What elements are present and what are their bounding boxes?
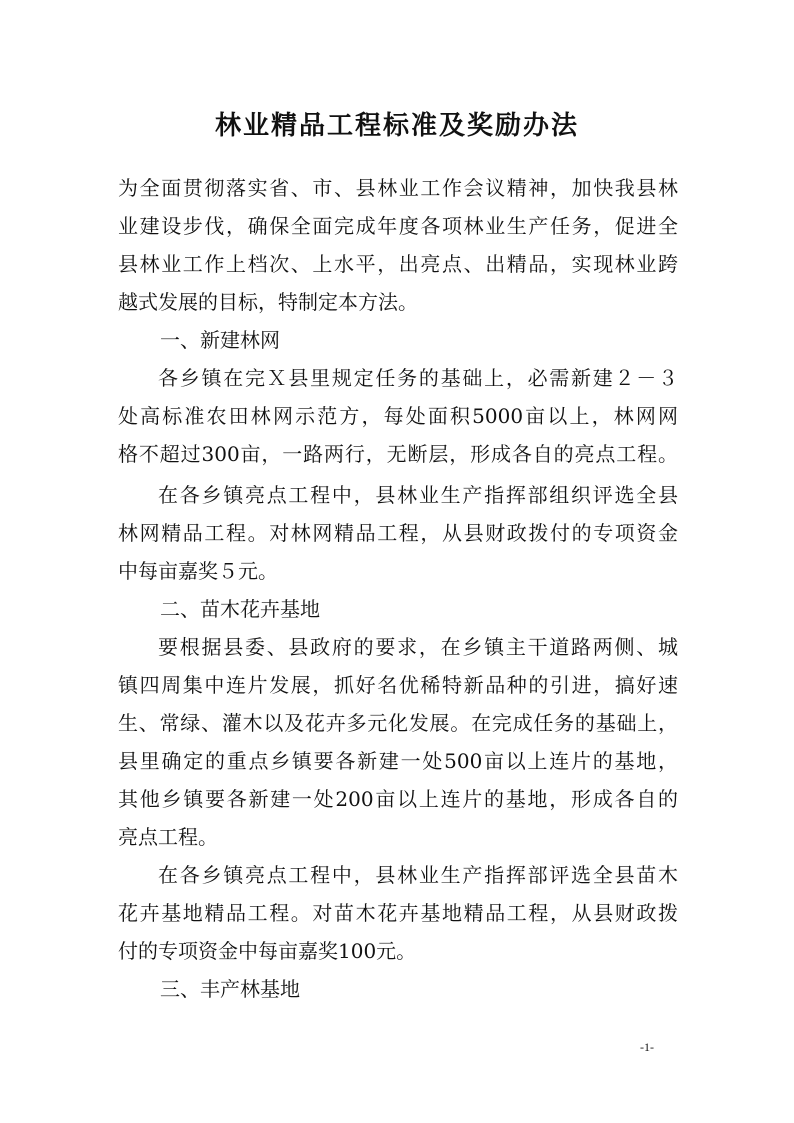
- document-title: 林业精品工程标准及奖励办法: [214, 111, 579, 141]
- paragraph-line: 县林业工作上档次、上水平，出亮点、出精品，实现林业跨: [118, 252, 678, 276]
- paragraph-line: 镇四周集中连片发展，抓好名优稀特新品种的引进，搞好速: [118, 673, 678, 697]
- page-number: -1-: [640, 1040, 654, 1054]
- paragraph-line: 要根据县委、县政府的要求，在乡镇主干道路两侧、城: [158, 635, 678, 659]
- paragraph-line: 林网精品工程。对林网精品工程，从县财政拨付的专项资金: [118, 521, 678, 545]
- paragraph-line: 县里确定的重点乡镇要各新建一处500亩以上连片的基地，: [118, 749, 678, 773]
- paragraph-line: 付的专项资金中每亩嘉奖100元。: [118, 939, 417, 963]
- paragraph-line: 在各乡镇亮点工程中，县林业生产指挥部评选全县苗木: [158, 863, 678, 887]
- paragraph-line: 处高标准农田林网示范方，每处面积5000亩以上，林网网: [118, 404, 678, 428]
- section-heading: 二、苗木花卉基地: [160, 597, 320, 621]
- paragraph-line: 业建设步伐，确保全面完成年度各项林业生产任务，促进全: [118, 214, 678, 238]
- paragraph-line: 其他乡镇要各新建一处200亩以上连片的基地，形成各自的: [118, 787, 678, 811]
- paragraph-line: 各乡镇在完Ｘ县里规定任务的基础上，必需新建２－３: [158, 366, 678, 390]
- section-heading: 三、丰产林基地: [160, 977, 300, 1001]
- paragraph-line: 中每亩嘉奖５元。: [118, 559, 278, 583]
- paragraph-line: 亮点工程。: [118, 825, 218, 849]
- paragraph-line: 格不超过300亩，一路两行，无断层，形成各自的亮点工程。: [118, 442, 678, 466]
- paragraph-line: 在各乡镇亮点工程中，县林业生产指挥部组织评选全县: [158, 483, 678, 507]
- paragraph-line: 越式发展的目标，特制定本方法。: [118, 290, 418, 314]
- section-heading: 一、新建林网: [160, 328, 280, 352]
- paragraph-line: 花卉基地精品工程。对苗木花卉基地精品工程，从县财政拨: [118, 901, 678, 925]
- paragraph-line: 生、常绿、灌木以及花卉多元化发展。在完成任务的基础上，: [118, 711, 678, 735]
- paragraph-line: 为全面贯彻落实省、市、县林业工作会议精神，加快我县林: [118, 176, 678, 200]
